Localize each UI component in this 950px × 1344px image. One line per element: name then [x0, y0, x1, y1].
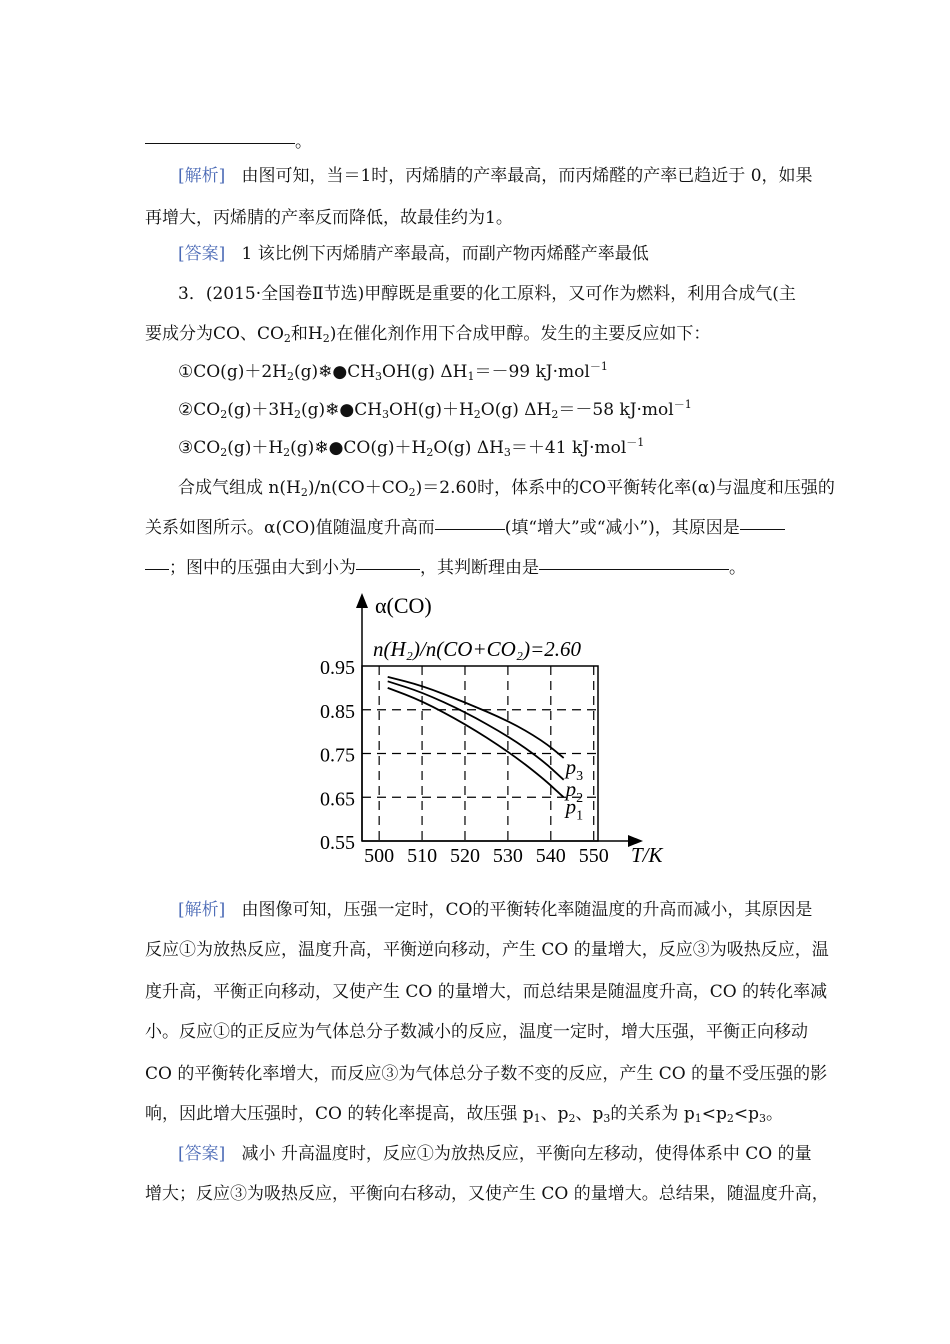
series-label-p3: $p_3$ — [565, 754, 584, 784]
analysis-text: 、p — [575, 1104, 604, 1124]
analysis-text: 、p — [540, 1104, 569, 1124]
question3-line1: 3．(2015·全国卷Ⅱ节选)甲醇既是重要的化工原料，又可作为燃料，利用合成气(主 — [178, 284, 796, 304]
superscript: －1 — [626, 436, 645, 449]
analysis1-line1 — [178, 164, 813, 188]
alpha-co-chart — [305, 590, 685, 870]
question-line-b — [145, 556, 746, 580]
question-text: (填“增大”或“减小”)，其原因是 — [504, 518, 740, 538]
question-text: ，其判断理由是 — [420, 558, 539, 578]
y-tick-label: 0.55 — [320, 832, 355, 854]
subscript: 1 — [467, 370, 475, 383]
q3-text: 和H — [290, 324, 323, 344]
x-tick-label: 550 — [578, 845, 609, 867]
reaction-3 — [178, 436, 644, 460]
subscript: 2 — [322, 332, 330, 345]
reaction-2 — [178, 398, 692, 422]
subscript: 3 — [503, 446, 511, 459]
analysis-tag: [解析] — [178, 900, 226, 920]
answer1-text: 1 该比例下丙烯腈产率最高，而副产物丙烯醛产率最低 — [241, 244, 649, 264]
question-text: 关系如图所示。α(CO)值随温度升高而 — [145, 518, 435, 538]
answer2-line1 — [178, 1142, 812, 1166]
reaction-text: OH(g) ΔH — [382, 362, 468, 382]
question-text: ；图中的压强由大到小为 — [169, 558, 356, 578]
subscript: 2 — [220, 408, 228, 421]
answer-blank — [145, 568, 169, 570]
series-lines — [388, 677, 583, 823]
answer-blank — [539, 568, 729, 570]
question3-line2 — [145, 322, 710, 346]
answer-blank — [740, 528, 785, 530]
top-blank-line — [145, 130, 312, 154]
analysis-tag: [解析] — [178, 166, 226, 186]
condition-text: )/n(CO＋CO — [307, 478, 409, 498]
answer1-line — [178, 242, 649, 266]
subscript: 2 — [426, 446, 434, 459]
analysis2-line1 — [178, 898, 812, 922]
reaction-text: ②CO — [178, 400, 221, 420]
reaction-text: (g)❄●CO(g)＋H — [290, 438, 427, 458]
analysis-text: 的关系为 p — [610, 1104, 695, 1124]
answer-tag: [答案] — [178, 244, 226, 264]
reaction-text: ①CO(g)＋2H — [178, 362, 287, 382]
y-tick-label: 0.75 — [320, 744, 355, 767]
condition-text: )＝2.60时，体系中的CO平衡转化率(α)与温度和压强的 — [415, 478, 835, 498]
reaction-text: ＝－99 kJ·mol — [474, 362, 590, 382]
analysis2-line2: 反应①为放热反应，温度升高，平衡逆向移动，产生 CO 的量增大，反应③为吸热反应，温 — [145, 940, 829, 960]
analysis-text: <p — [701, 1104, 727, 1124]
y-tick-label: 0.65 — [320, 788, 355, 811]
x-axis-label: T/K — [631, 843, 663, 867]
condition-line — [178, 476, 835, 500]
y-tick-label: 0.85 — [320, 700, 355, 723]
subscript: 2 — [473, 408, 481, 421]
x-tick-label: 500 — [364, 845, 395, 867]
reaction-text: (g)＋3H — [227, 400, 294, 420]
answer-blank — [145, 142, 295, 144]
reaction-text: OH(g)＋H — [389, 400, 474, 420]
subscript: 2 — [283, 332, 291, 345]
x-tick-label: 520 — [449, 845, 480, 867]
subscript: 2 — [293, 408, 301, 421]
answer2-text1: 减小 升高温度时，反应①为放热反应，平衡向左移动，使得体系中 CO 的量 — [241, 1144, 812, 1164]
question-line-a — [145, 516, 785, 540]
y-tick-label: 0.95 — [320, 657, 355, 679]
subscript: 2 — [726, 1112, 734, 1125]
analysis1-line2: 再增大，丙烯腈的产率反而降低，故最佳约为1。 — [145, 208, 513, 228]
x-tick-label: 510 — [407, 845, 438, 867]
subscript: 2 — [286, 370, 294, 383]
subscript: 1 — [533, 1112, 541, 1125]
reaction-text: ＝－58 kJ·mol — [558, 400, 674, 420]
analysis2-line5: CO 的平衡转化率增大，而反应③为气体总分子数不变的反应，产生 CO 的量不受压强的影 — [145, 1064, 828, 1084]
reaction-text: ③CO — [178, 438, 221, 458]
reaction-text: (g)＋H — [227, 438, 284, 458]
subscript: 2 — [283, 446, 291, 459]
analysis-text: 响，因此增大压强时，CO 的转化率提高，故压强 p — [145, 1104, 534, 1124]
reaction-text: O(g) ΔH — [433, 438, 504, 458]
subscript: 2 — [220, 446, 228, 459]
x-tick-label: 530 — [492, 845, 523, 867]
subscript: 3 — [382, 408, 390, 421]
reaction-text: O(g) ΔH — [480, 400, 552, 420]
superscript: －1 — [673, 398, 692, 411]
subscript: 2 — [551, 408, 559, 421]
blank-tail: 。 — [295, 132, 312, 152]
q3-text: 要成分为CO、CO — [145, 324, 284, 344]
answer-blank — [435, 528, 505, 530]
subscript: 3 — [603, 1112, 611, 1125]
x-tick-label: 540 — [535, 845, 566, 867]
q3-text: )在催化剂作用下合成甲醇。发生的主要反应如下： — [329, 324, 711, 344]
subscript: 2 — [300, 486, 308, 499]
analysis2-line6 — [145, 1102, 783, 1126]
analysis2-text1: 由图像可知，压强一定时，CO的平衡转化率随温度的升高而减小，其原因是 — [241, 900, 813, 920]
subscript: 1 — [694, 1112, 702, 1125]
subscript: 2 — [408, 486, 416, 499]
superscript: －1 — [589, 360, 608, 373]
condition-text: 合成气组成 n(H — [178, 478, 301, 498]
question-text: 。 — [729, 558, 746, 578]
series-label-p2: $p_2$ — [565, 776, 584, 806]
reaction-1 — [178, 360, 608, 384]
series-label-p1: $p_1$ — [565, 794, 584, 824]
reaction-text: (g)❄●CH — [293, 362, 376, 382]
series-line-p1 — [388, 688, 564, 797]
chart-title: n(H₂)/n(CO+CO₂)=2.60 — [373, 637, 582, 661]
analysis1-text1: 由图可知，当＝1时，丙烯腈的产率最高，而丙烯醛的产率已趋近于 0，如果 — [241, 166, 813, 186]
analysis-text: <p — [733, 1104, 759, 1124]
answer2-line2: 增大；反应③为吸热反应，平衡向右移动，又使产生 CO 的量增大。总结果，随温度升高， — [145, 1184, 829, 1204]
subscript: 3 — [759, 1112, 766, 1125]
reaction-text: (g)❄●CH — [300, 400, 383, 420]
reaction-text: ＝＋41 kJ·mol — [510, 438, 627, 458]
analysis2-line4: 小。反应①的正反应为气体总分子数减小的反应，温度一定时，增大压强，平衡正向移动 — [145, 1022, 808, 1042]
subscript: 2 — [568, 1112, 576, 1125]
y-axis-label: α(CO) — [375, 593, 432, 618]
subscript: 3 — [375, 370, 383, 383]
answer-tag: [答案] — [178, 1144, 226, 1164]
answer-blank — [356, 568, 420, 570]
analysis2-line3: 度升高，平衡正向移动，又使产生 CO 的量增大，而总结果是随温度升高，CO 的转化率减 — [145, 982, 828, 1002]
analysis-text: 。 — [766, 1104, 783, 1124]
